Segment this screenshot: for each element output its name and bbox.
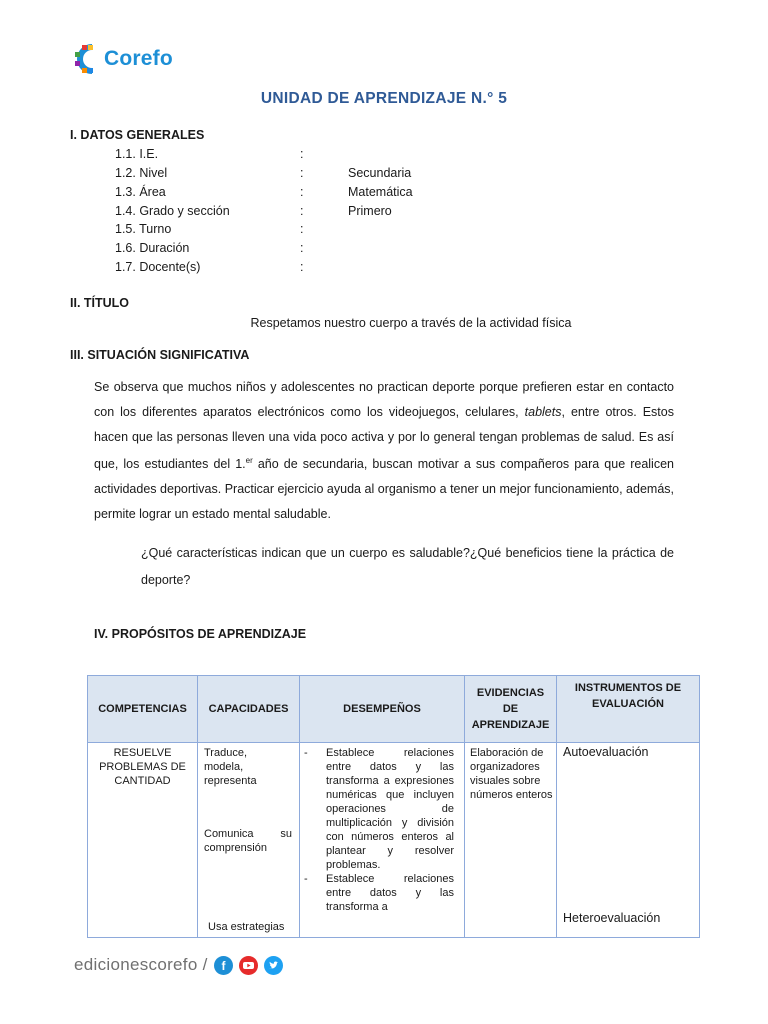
para-text: año de secundaria, buscan motivar a sus compañeros para que realicen actividades deportivas. Practicar ejercicio ayuda al organismo a tener un mejor funcionamiento, además, permite lograr un estado mental saludable. (94, 457, 674, 522)
header-evidencias: EVIDENCIAS DE APRENDIZAJE (465, 676, 557, 743)
logo-text: Corefo (104, 47, 173, 70)
instrumento-item: Autoevaluación (563, 745, 649, 759)
dato-colon: : (300, 166, 304, 180)
dato-colon: : (300, 222, 304, 236)
dato-colon: : (300, 147, 304, 161)
desempeno-dash: - (304, 873, 308, 885)
propositos-table (87, 675, 700, 938)
dato-label: 1.5. Turno (115, 222, 172, 236)
table-row (88, 743, 700, 938)
section-heading-titulo: II. TÍTULO (70, 296, 130, 310)
dato-colon: : (300, 241, 304, 255)
dato-value: Primero (348, 204, 392, 218)
footer (74, 955, 283, 975)
capacidad-item (204, 827, 292, 855)
header-instrumentos: INSTRUMENTOS DE EVALUACIÓN (557, 676, 700, 743)
dato-value: Matemática (348, 185, 413, 199)
dato-colon: : (300, 185, 304, 199)
dato-label: 1.1. I.E. (115, 147, 159, 161)
svg-text:f: f (221, 958, 226, 973)
desempeno-item (302, 746, 459, 872)
facebook-icon[interactable] (214, 956, 233, 975)
para-sup: er (245, 456, 253, 466)
dato-value: Secundaria (348, 166, 412, 180)
corefo-logo-icon (72, 43, 98, 75)
desempeno-text: Establece relaciones entre datos y las transforma a expresiones numéricas que incluyen operaciones de multiplicación y división con números enteros al plantear y resolver problemas. (326, 747, 454, 871)
instrumento-item: Heteroevaluación (563, 911, 661, 925)
unit-title-text: Respetamos nuestro cuerpo a través de la actividad física (250, 316, 572, 330)
capacidad-item: Traduce, modela, representa (204, 747, 257, 787)
dato-label: 1.3. Área (115, 185, 166, 199)
brand-logo (72, 42, 173, 76)
cell-instrumentos (557, 743, 700, 938)
table-header-row (88, 676, 700, 743)
section-heading-situacion: III. SITUACIÓN SIGNIFICATIVA (70, 348, 250, 362)
capacidad-text: Comunica su comprensión (204, 828, 292, 854)
cell-evidencia (465, 743, 557, 938)
header-competencias: COMPETENCIAS (88, 676, 198, 743)
capacidad-item: Usa estrategias (208, 921, 285, 933)
cell-desempenos (300, 743, 465, 938)
dato-label: 1.4. Grado y sección (115, 204, 230, 218)
situacion-paragraph (94, 375, 674, 527)
para-text: , entre otros. Estos hacen que las personas lleven una vida poco activa y por lo general tengan problemas de salud. Es así que, los estudiantes del 1. (94, 404, 674, 472)
header-capacidades: CAPACIDADES (198, 676, 300, 743)
desempeno-dash: - (304, 747, 308, 759)
footer-text: edicionescorefo / (74, 955, 208, 974)
bullet-question: ¿Qué características indican que un cuerpo es saludable?¿Qué beneficios tiene la práctica de deporte? (141, 546, 674, 587)
twitter-icon[interactable] (264, 956, 283, 975)
para-text: Se observa que muchos niños y adolescentes no practican deporte porque prefieren estar en contacto con los diferentes aparatos electrónicos como los videojuegos, celulares, (94, 380, 674, 419)
header-desempenos: DESEMPEÑOS (300, 676, 465, 743)
youtube-icon[interactable] (239, 956, 258, 975)
dato-colon: : (300, 204, 304, 218)
evidencia-text: Elaboración de organizadores visuales sobre números enteros (470, 747, 553, 801)
desempeno-text: Establece relaciones entre datos y las transforma a (326, 873, 454, 913)
cell-competencia: RESUELVE PROBLEMAS DE CANTIDAD (88, 743, 198, 938)
dato-label: 1.6. Duración (115, 241, 190, 255)
page-title: UNIDAD DE APRENDIZAJE N.° 5 (260, 90, 508, 107)
section-heading-datos: I. DATOS GENERALES (70, 128, 205, 142)
dato-label: 1.2. Nivel (115, 166, 168, 180)
dato-colon: : (300, 260, 304, 274)
section-heading-propositos: IV. PROPÓSITOS DE APRENDIZAJE (94, 627, 307, 641)
para-italic: tablets (524, 404, 562, 419)
cell-capacidades (198, 743, 300, 938)
dato-label: 1.7. Docente(s) (115, 260, 201, 274)
desempeno-item (302, 872, 459, 914)
